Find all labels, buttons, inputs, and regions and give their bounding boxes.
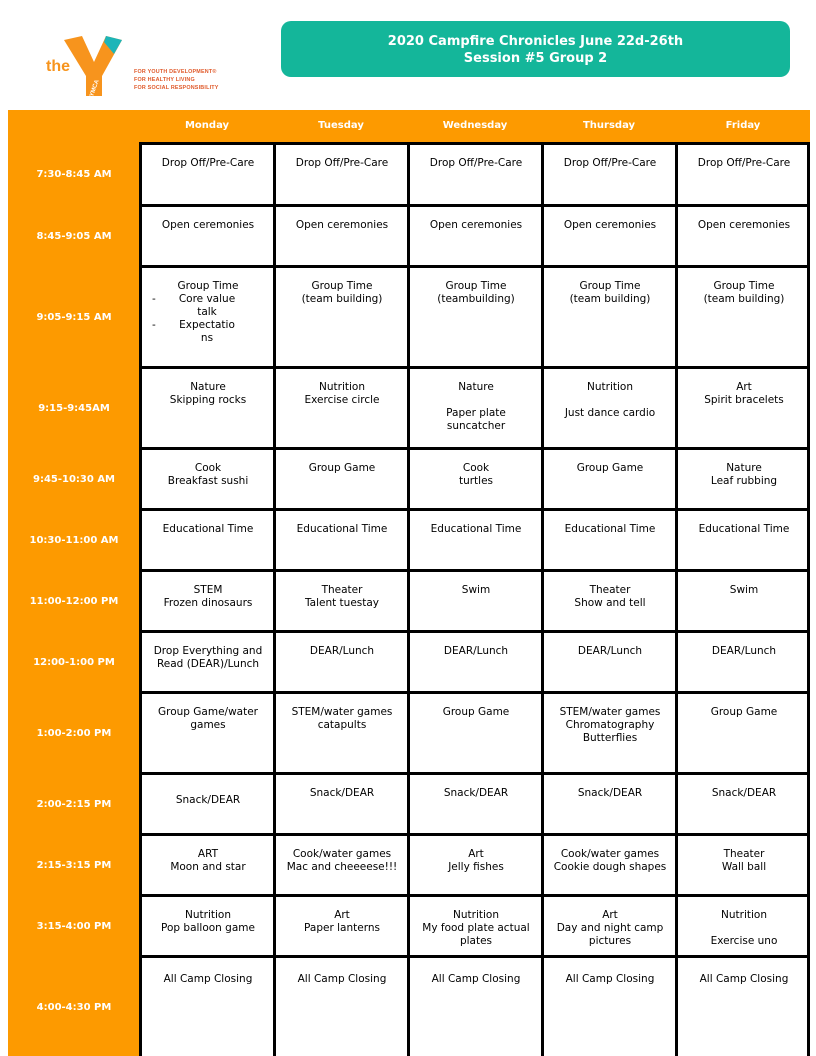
schedule-cell: Cook/water games Mac and cheeeese!!! <box>286 848 398 873</box>
title-line: 2020 Campfire Chronicles June 22d-26th <box>387 34 684 49</box>
day-header-thursday: Thursday <box>582 120 636 131</box>
grid-line <box>273 142 276 1056</box>
schedule-cell: Art Paper lanterns <box>304 909 380 934</box>
bullet-text: Expectatio ns <box>179 319 235 344</box>
schedule-cell: Drop Off/Pre-Care <box>563 157 657 169</box>
schedule-cell: Nutrition Just dance cardio <box>564 381 656 419</box>
schedule-cell: Theater Wall ball <box>721 848 767 873</box>
time-column-background <box>8 110 140 1056</box>
bullet-text: Core value talk <box>178 293 236 318</box>
time-slot-label: 9:15-9:45AM <box>38 402 110 414</box>
schedule-cell: Snack/DEAR <box>711 787 777 799</box>
bullet-dash: - <box>152 293 156 305</box>
grid-line <box>140 691 810 694</box>
schedule-cell: DEAR/Lunch <box>443 645 509 657</box>
ymca-y-icon <box>62 32 124 98</box>
time-slot-label: 7:30-8:45 AM <box>36 169 112 180</box>
schedule-cell: Snack/DEAR <box>443 787 509 799</box>
grid-line <box>407 142 410 1056</box>
schedule-cell: Educational Time <box>162 523 254 535</box>
grid-line <box>140 142 810 145</box>
schedule-cell: Drop Off/Pre-Care <box>697 157 791 169</box>
schedule-cell: Swim <box>729 584 759 596</box>
schedule-cell: Snack/DEAR <box>577 787 643 799</box>
schedule-cell: Cook/water games Cookie dough shapes <box>553 848 667 873</box>
day-header-wednesday: Wednesday <box>442 120 508 131</box>
schedule-cell: Drop Off/Pre-Care <box>429 157 523 169</box>
time-slot-label: 12:00-1:00 PM <box>33 656 115 668</box>
schedule-cell: Educational Time <box>430 523 522 535</box>
ymca-logo <box>40 28 240 98</box>
grid-line <box>140 630 810 633</box>
schedule-cell: All Camp Closing <box>699 973 789 985</box>
schedule-cell: DEAR/Lunch <box>309 645 375 657</box>
schedule-cell: Nutrition Exercise circle <box>304 381 380 406</box>
time-slot-label: 2:15-3:15 PM <box>36 859 112 871</box>
grid-line <box>140 265 810 268</box>
schedule-cell: Group Game <box>710 706 778 718</box>
schedule-cell: Cook Breakfast sushi <box>167 462 249 487</box>
bullet-item <box>148 319 238 345</box>
schedule-cell: Open ceremonies <box>295 219 389 231</box>
subtitle-line: Session #5 Group 2 <box>463 51 608 66</box>
time-slot-label: 4:00-4:30 PM <box>36 1001 112 1013</box>
schedule-cell: Art Spirit bracelets <box>704 381 784 406</box>
grid-line <box>140 569 810 572</box>
schedule-cell: Open ceremonies <box>563 219 657 231</box>
day-header-monday: Monday <box>184 120 230 131</box>
logo-tagline-line: FOR YOUTH DEVELOPMENT® <box>134 69 217 75</box>
grid-line <box>140 508 810 511</box>
schedule-cell: Nutrition Exercise uno <box>710 909 778 947</box>
logo-tagline-line: FOR HEALTHY LIVING <box>134 77 195 83</box>
schedule-cell: Nature Skipping rocks <box>169 381 247 406</box>
schedule-cell: DEAR/Lunch <box>711 645 777 657</box>
schedule-cell: Nutrition Pop balloon game <box>161 909 255 934</box>
grid-line <box>140 955 810 958</box>
schedule-cell: Art Day and night camp pictures <box>556 909 664 947</box>
bullet-dash: - <box>152 319 156 331</box>
time-slot-label: 10:30-11:00 AM <box>29 534 119 546</box>
schedule-cell: STEM/water games Chromatography Butterflies <box>559 706 661 744</box>
schedule-cell: Snack/DEAR <box>309 787 375 799</box>
schedule-cell: Group Time <box>177 280 239 292</box>
logo-ymca-text: YMCA <box>89 79 101 98</box>
schedule-cell: Educational Time <box>296 523 388 535</box>
schedule-cell: Group Game/water games <box>157 706 259 731</box>
schedule-cell: Nature Paper plate suncatcher <box>446 381 506 432</box>
grid-line <box>140 447 810 450</box>
grid-line <box>675 142 678 1056</box>
schedule-cell: Educational Time <box>698 523 790 535</box>
time-slot-label: 9:45-10:30 AM <box>32 473 116 485</box>
day-header-friday: Friday <box>725 120 761 131</box>
schedule-cell: Nature Leaf rubbing <box>710 462 778 487</box>
grid-line <box>541 142 544 1056</box>
grid-line <box>140 366 810 369</box>
schedule-cell: Open ceremonies <box>161 219 255 231</box>
schedule-cell: STEM/water games catapults <box>291 706 393 731</box>
schedule-cell: Drop Off/Pre-Care <box>295 157 389 169</box>
grid-line <box>140 894 810 897</box>
schedule-cell: DEAR/Lunch <box>577 645 643 657</box>
schedule-cell: Group Game <box>308 462 376 474</box>
logo-tagline <box>134 68 219 92</box>
schedule-cell: Group Time (team building) <box>569 280 651 305</box>
time-slot-label: 1:00-2:00 PM <box>36 727 112 739</box>
time-slot-label: 11:00-12:00 PM <box>29 595 119 607</box>
schedule-cell: Group Game <box>442 706 510 718</box>
logo-tagline-line: FOR SOCIAL RESPONSIBILITY <box>134 85 219 91</box>
group-time-bullet-list <box>148 293 238 345</box>
schedule-cell: Group Game <box>576 462 644 474</box>
grid-line <box>140 772 810 775</box>
schedule-cell: All Camp Closing <box>163 973 253 985</box>
day-header-tuesday: Tuesday <box>318 120 364 131</box>
title-banner <box>281 21 790 77</box>
schedule-cell: Nutrition My food plate actual plates <box>422 909 530 947</box>
schedule-cell: Drop Off/Pre-Care <box>161 157 255 169</box>
grid-line <box>140 204 810 207</box>
schedule-cell: Group Time (team building) <box>703 280 785 305</box>
schedule-cell: Swim <box>461 584 491 596</box>
schedule-cell: Group Time (teambuilding) <box>437 280 515 305</box>
schedule-cell: Snack/DEAR <box>175 794 241 806</box>
schedule-cell: ART Moon and star <box>170 848 246 873</box>
schedule-cell: Drop Everything and Read (DEAR)/Lunch <box>153 645 263 670</box>
bullet-item <box>148 293 238 319</box>
schedule-cell: Open ceremonies <box>429 219 523 231</box>
schedule-cell: Open ceremonies <box>697 219 791 231</box>
schedule-cell: Art Jelly fishes <box>448 848 504 873</box>
schedule-cell: Theater Talent tuestay <box>304 584 380 609</box>
schedule-cell: Cook turtles <box>458 462 494 487</box>
logo-word: the <box>46 58 70 75</box>
grid-line <box>140 833 810 836</box>
time-slot-label: 8:45-9:05 AM <box>36 230 112 242</box>
schedule-cell: Group Time (team building) <box>301 280 383 305</box>
schedule-cell: Educational Time <box>564 523 656 535</box>
schedule-cell: Theater Show and tell <box>574 584 646 609</box>
schedule-cell: STEM Frozen dinosaurs <box>163 584 253 609</box>
time-slot-label: 9:05-9:15 AM <box>36 311 112 323</box>
time-slot-label: 3:15-4:00 PM <box>36 920 112 932</box>
time-slot-label: 2:00-2:15 PM <box>36 798 112 810</box>
schedule-cell: All Camp Closing <box>431 973 521 985</box>
schedule-cell: All Camp Closing <box>297 973 387 985</box>
schedule-cell: All Camp Closing <box>565 973 655 985</box>
